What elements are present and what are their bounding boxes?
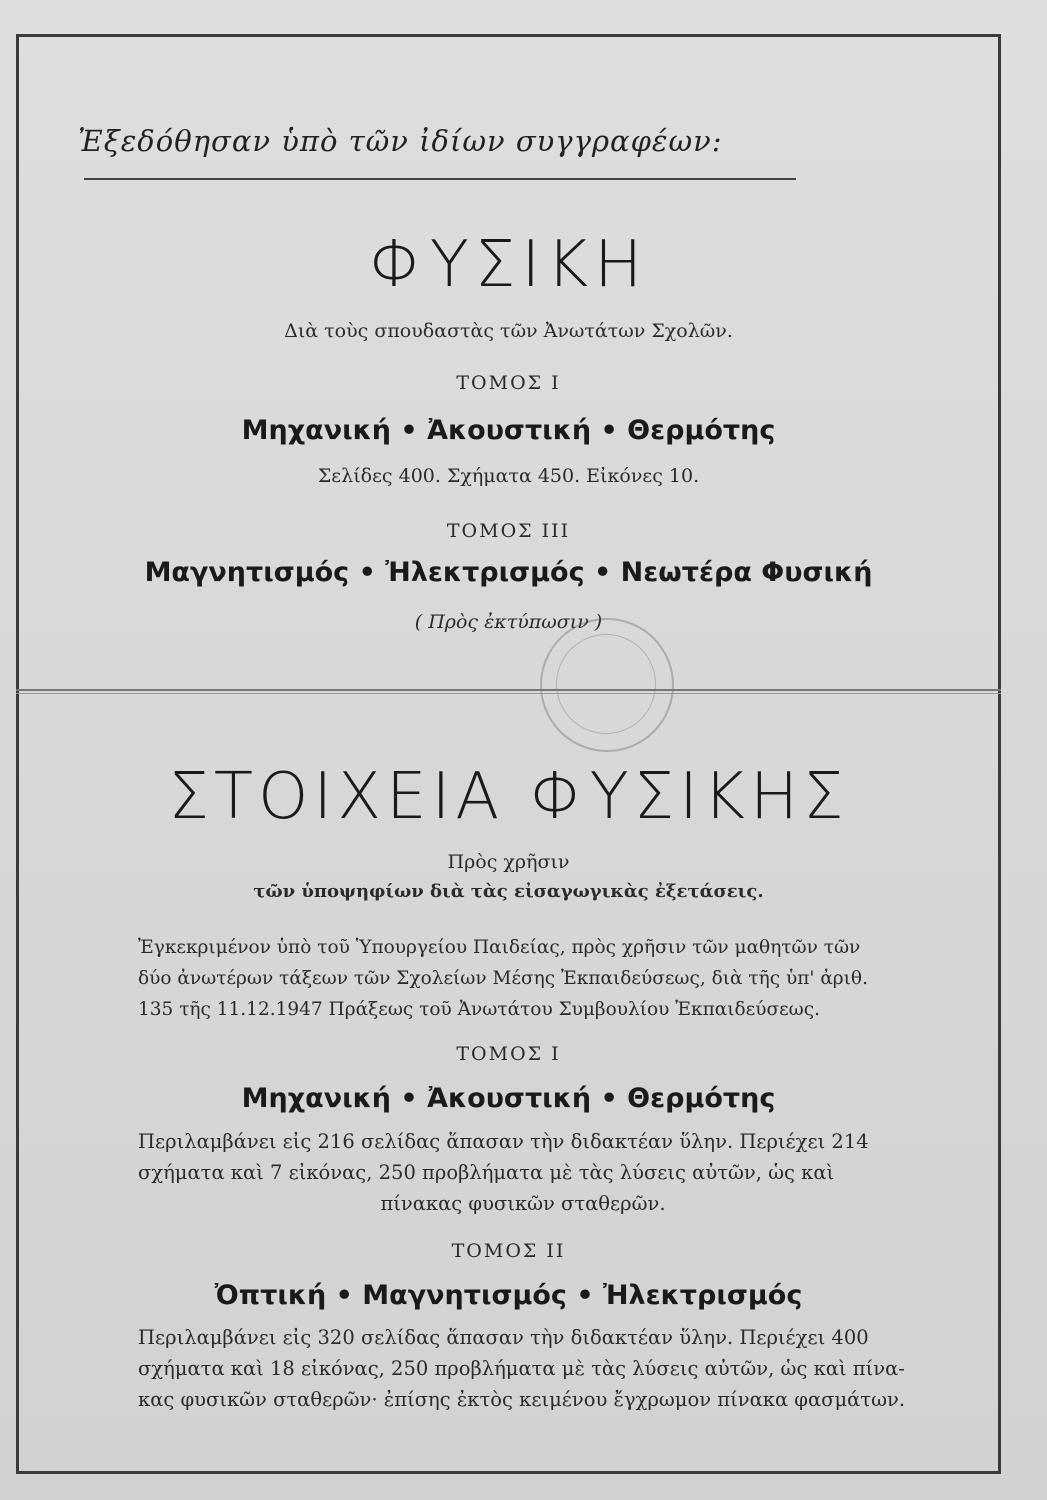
- description-line: Περιλαμβάνει εἰς 216 σελίδας ἅπασαν τὴν διδακτέαν ὕλην. Περιέχει 214: [138, 1130, 869, 1153]
- section-divider: [16, 689, 1001, 691]
- description-line: σχήματα καὶ 7 εἰκόνας, 250 προβλήματα μὲ τὰς λύσεις αὐτῶν, ὡς καὶ: [138, 1161, 835, 1184]
- section-divider-secondary: [16, 693, 1001, 694]
- book1-volume1-topics: Μηχανική • Ἀκουστική • Θερμότης: [241, 415, 776, 446]
- book1-subtitle: Διὰ τοὺς σπουδαστὰς τῶν Ἀνωτάτων Σχολῶν.: [284, 320, 733, 342]
- book2-volume2-description: [138, 1322, 908, 1415]
- approval-line: δύο ἀνωτέρων τάξεων τῶν Σχολείων Μέσης Ἐκπαιδεύσεως, διὰ τῆς ὑπ' ἀριθ.: [138, 968, 868, 989]
- book1-volume3-label: ΤΟΜΟΣ ΙΙΙ: [446, 520, 571, 542]
- library-stamp-icon: [540, 618, 674, 752]
- book2-subtitle-line2: τῶν ὑποψηφίων διὰ τὰς εἰσαγωγικὰς ἐξετάσεις.: [253, 881, 764, 902]
- book1-volume3-topics: Μαγνητισμός • Ἠλεκτρισμός • Νεωτέρα Φυσική: [144, 557, 873, 588]
- book1-volume1-label: ΤΟΜΟΣ Ι: [456, 372, 561, 394]
- description-line: πίνακας φυσικῶν σταθερῶν.: [380, 1192, 666, 1215]
- approval-line: 135 τῆς 11.12.1947 Πράξεως τοῦ Ἀνωτάτου Συμβουλίου Ἐκπαιδεύσεως.: [138, 999, 821, 1020]
- book1-volume1-details: Σελίδες 400. Σχήματα 450. Εἰκόνες 10.: [317, 465, 700, 487]
- approval-line: Ἐγκεκριμένον ὑπὸ τοῦ Ὑπουργείου Παιδείας, πρὸς χρῆσιν τῶν μαθητῶν τῶν: [138, 937, 861, 958]
- publisher-header: Ἐξεδόθησαν ὑπὸ τῶν ἰδίων συγγραφέων:: [78, 124, 723, 158]
- header-underline: [84, 178, 796, 180]
- description-line: σχήματα καὶ 18 εἰκόνας, 250 προβλήματα μὲ τὰς λύσεις αὐτῶν, ὡς καὶ πίνα-: [138, 1357, 905, 1380]
- book2-volume2-topics: Ὀπτική • Μαγνητισμός • Ἠλεκτρισμός: [214, 1280, 803, 1311]
- book2-volume2-label: ΤΟΜΟΣ ΙΙ: [451, 1240, 566, 1262]
- description-line: Περιλαμβάνει εἰς 320 σελίδας ἅπασαν τὴν διδακτέαν ὕλην. Περιέχει 400: [138, 1326, 869, 1349]
- book2-approval-text: [138, 932, 908, 1025]
- book2-volume1-description: [138, 1126, 908, 1219]
- description-line: κας φυσικῶν σταθερῶν· ἐπίσης ἐκτὸς κειμένου ἔγχρωμον πίνακα φασμάτων.: [138, 1388, 906, 1411]
- book1-title: ΦΥΣΙΚΗ: [368, 228, 649, 302]
- book2-title: ΣΤΟΙΧΕΙΑ ΦΥΣΙΚΗΣ: [168, 760, 849, 834]
- book2-subtitle-line1: Πρὸς χρῆσιν: [447, 851, 570, 873]
- book1-volume3-note: ( Πρὸς ἐκτύπωσιν ): [414, 611, 603, 633]
- book2-volume1-topics: Μηχανική • Ἀκουστική • Θερμότης: [241, 1083, 776, 1114]
- book2-volume1-label: ΤΟΜΟΣ Ι: [456, 1043, 561, 1065]
